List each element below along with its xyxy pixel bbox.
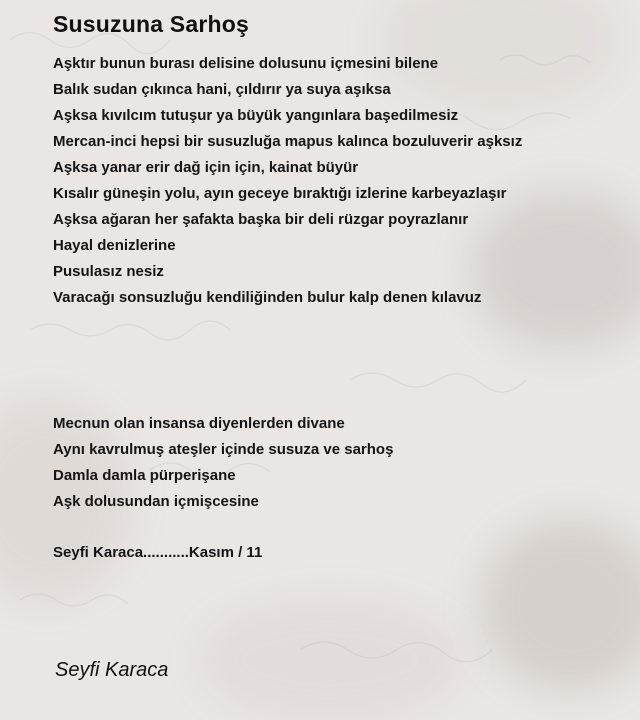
poem-line: Mecnun olan insansa diyenlerden divane — [53, 415, 345, 432]
poem-line: Aynı kavrulmuş ateşler içinde susuza ve sarhoş — [53, 441, 394, 458]
poem-title: Susuzuna Sarhoş — [53, 11, 249, 37]
poem-line: Aşksa yanar erir dağ için için, kainat büyür — [53, 159, 359, 176]
poem-line: Aşk dolusundan içmişcesine — [53, 493, 259, 510]
poem-line: Kısalır güneşin yolu, ayın geceye bıraktığı izlerine karbeyazlaşır — [53, 185, 507, 202]
poem-stanza-1 — [53, 51, 522, 311]
poem-line: Aşktır bunun burası delisine dolusunu içmesini bilene — [53, 55, 439, 72]
poem-line: Damla damla pürperişane — [53, 467, 236, 484]
poem-line: Varacağı sonsuzluğu kendiliğinden bulur kalp denen kılavuz — [53, 289, 482, 306]
poem-signature-line: Seyfi Karaca...........Kasım / 11 — [53, 544, 263, 561]
poem-line: Balık sudan çıkınca hani, çıldırır ya suya aşıksa — [53, 81, 391, 98]
poem-line: Mercan-inci hepsi bir susuzluğa mapus kalınca bozuluverir aşksız — [53, 133, 523, 150]
poem-stanza-2 — [53, 411, 393, 515]
poem-author: Seyfi Karaca — [55, 659, 169, 681]
poem-line: Hayal denizlerine — [53, 237, 176, 254]
poem-line: Aşksa ağaran her şafakta başka bir deli rüzgar poyrazlanır — [53, 211, 469, 228]
poem-line: Aşksa kıvılcım tutuşur ya büyük yangınlara başedilmesiz — [53, 107, 459, 124]
poem-line: Pusulasız nesiz — [53, 263, 164, 280]
